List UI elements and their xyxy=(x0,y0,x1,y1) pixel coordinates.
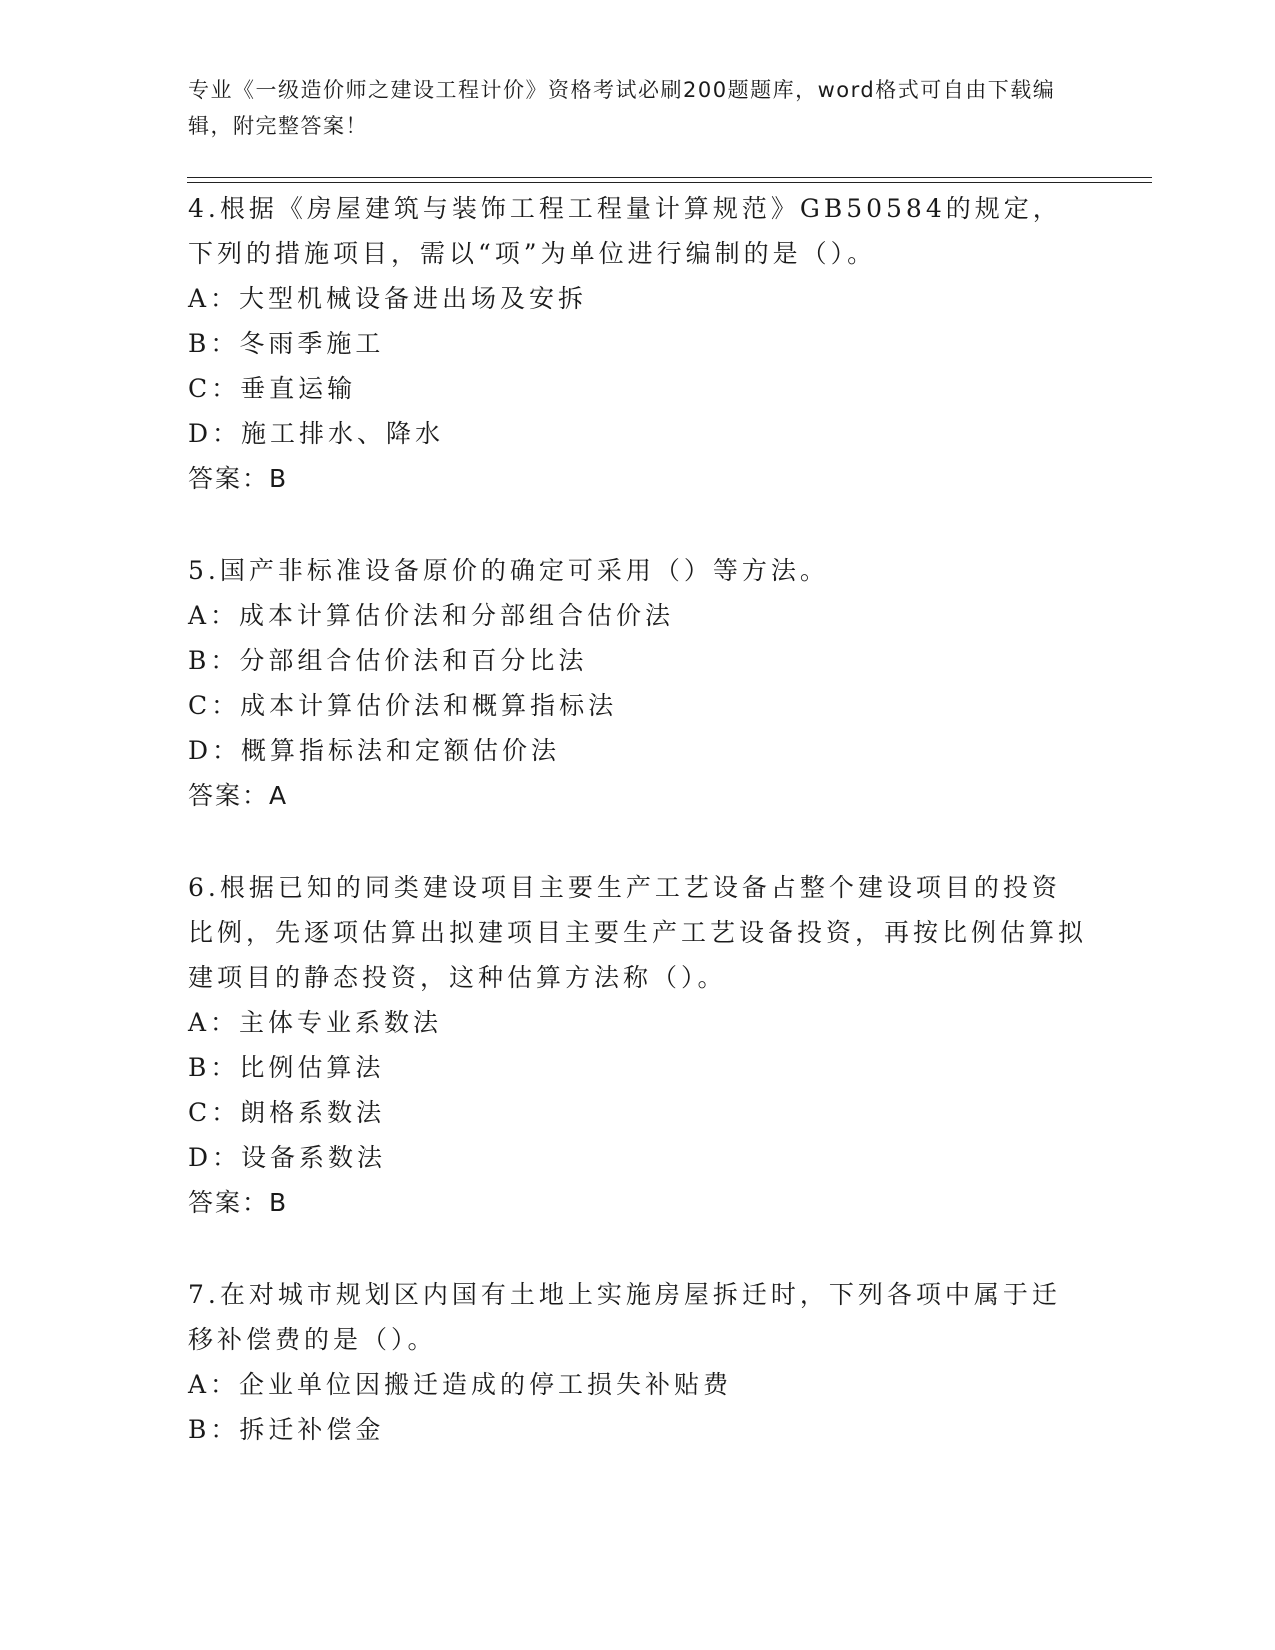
answer-line: 答案：A xyxy=(188,781,289,810)
document-header: 专业《一级造价师之建设工程计价》资格考试必刷200题题库，word格式可自由下载编辑，附完整答案！ xyxy=(188,78,1056,138)
question-stem: 7.在对城市规划区内国有土地上实施房屋拆迁时，下列各项中属于迁移补偿费的是（）。 xyxy=(188,1280,1061,1354)
option-d: D：施工排水、降水 xyxy=(188,419,445,448)
option-a: A：主体专业系数法 xyxy=(188,1008,443,1037)
question-7 xyxy=(188,1272,1088,1452)
question-stem: 6.根据已知的同类建设项目主要生产工艺设备占整个建设项目的投资比例，先逐项估算出拟建项目主要生产工艺设备投资，再按比例估算拟建项目的静态投资，这种估算方法称（）。 xyxy=(188,873,1088,992)
header-divider xyxy=(187,177,1152,178)
option-a: A：企业单位因搬迁造成的停工损失补贴费 xyxy=(188,1370,733,1399)
question-stem: 5.国产非标准设备原价的确定可采用（）等方法。 xyxy=(188,556,829,585)
option-b: B：分部组合估价法和百分比法 xyxy=(188,646,588,675)
option-d: D：设备系数法 xyxy=(188,1143,387,1172)
option-c: C：成本计算估价法和概算指标法 xyxy=(188,691,618,720)
option-c: C：垂直运输 xyxy=(188,374,357,403)
question-stem: 4.根据《房屋建筑与装饰工程工程量计算规范》GB50584的规定，下列的措施项目，需以“项”为单位进行编制的是（）。 xyxy=(188,194,1062,268)
answer-line: 答案：B xyxy=(188,1188,289,1217)
option-a: A：成本计算估价法和分部组合估价法 xyxy=(188,601,675,630)
option-c: C：朗格系数法 xyxy=(188,1098,386,1127)
answer-line: 答案：B xyxy=(188,464,289,493)
question-list xyxy=(188,186,1088,1499)
question-5 xyxy=(188,548,1088,818)
option-b: B：拆迁补偿金 xyxy=(188,1415,385,1444)
option-b: B：冬雨季施工 xyxy=(188,329,385,358)
question-4 xyxy=(188,186,1088,501)
header-divider-second xyxy=(187,182,1152,183)
option-b: B：比例估算法 xyxy=(188,1053,385,1082)
option-a: A：大型机械设备进出场及安拆 xyxy=(188,284,588,313)
option-d: D：概算指标法和定额估价法 xyxy=(188,736,561,765)
question-6 xyxy=(188,865,1088,1225)
